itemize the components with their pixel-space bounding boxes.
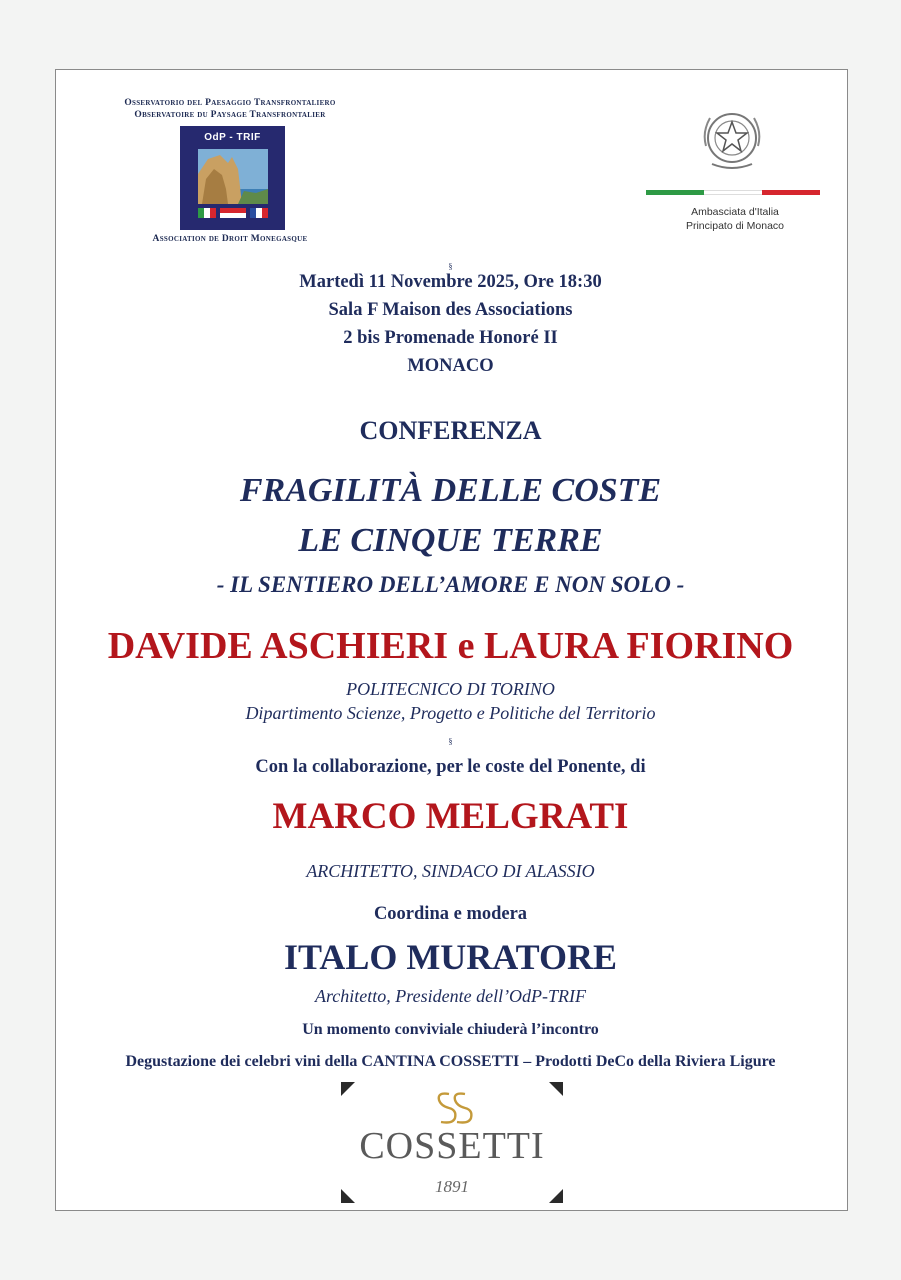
closing-line-2: Degustazione dei celebri vini della CANTINA COSSETTI – Prodotti DeCo della Riviera Ligure xyxy=(125,1053,776,1070)
embassy-location: Principato di Monaco xyxy=(685,220,785,232)
event-address: 2 bis Promenade Honoré II xyxy=(343,328,558,348)
odp-logo-title: OdP - TRIF xyxy=(204,132,261,143)
conference-label: CONFERENZA xyxy=(359,416,542,445)
speakers-institution: POLITECNICO DI TORINO xyxy=(346,679,555,699)
speakers-names: DAVIDE ASCHIERI e LAURA FIORINO xyxy=(107,625,794,667)
section-separator-2: § xyxy=(448,737,453,746)
winery-year: 1891 xyxy=(435,1177,469,1196)
embassy-name: Ambasciata d'Italia xyxy=(691,206,779,218)
conference-subtitle: - IL SENTIERO DELL’AMORE E NON SOLO - xyxy=(216,572,685,597)
org-legal-status: Association de Droit Monegasque xyxy=(152,234,308,244)
italian-republic-emblem-icon xyxy=(698,102,766,174)
italy-flag-icon xyxy=(198,208,216,218)
italian-tricolor-bar xyxy=(646,190,820,195)
moderator-intro: Coordina e modera xyxy=(373,904,528,924)
event-city: MONACO xyxy=(407,356,494,376)
event-venue: Sala F Maison des Associations xyxy=(328,300,573,320)
section-separator: § xyxy=(448,262,453,271)
org-name-french: Observatoire du Paysage Transfrontalier xyxy=(134,110,326,120)
collaboration-intro: Con la collaborazione, per le coste del Ponente, di xyxy=(255,757,646,777)
flags-strip xyxy=(198,208,268,218)
guest-role: ARCHITETTO, SINDACO DI ALASSIO xyxy=(306,861,595,881)
conference-title-line1: FRAGILITÀ DELLE COSTE xyxy=(239,472,662,509)
moderator-role: Architetto, Presidente dell’OdP-TRIF xyxy=(314,986,587,1006)
speakers-department: Dipartimento Scienze, Progetto e Politiche del Territorio xyxy=(245,703,656,723)
france-flag-icon xyxy=(250,208,268,218)
monaco-flag-icon xyxy=(220,208,246,218)
double-s-monogram-icon xyxy=(429,1088,477,1128)
event-date-time: Martedì 11 Novembre 2025, Ore 18:30 xyxy=(299,272,602,292)
odp-trif-logo xyxy=(180,126,285,230)
closing-line-1: Un momento conviviale chiuderà l’incontro xyxy=(302,1021,599,1038)
org-name-italian: Osservatorio del Paesaggio Transfrontaliero xyxy=(124,98,336,108)
winery-name: COSSETTI xyxy=(359,1125,545,1167)
cossetti-logo xyxy=(341,1082,563,1203)
moderator-name: ITALO MURATORE xyxy=(283,937,618,977)
cliff-coast-icon xyxy=(198,149,268,204)
guest-name: MARCO MELGRATI xyxy=(272,796,629,837)
conference-title-line2: LE CINQUE TERRE xyxy=(298,522,603,559)
